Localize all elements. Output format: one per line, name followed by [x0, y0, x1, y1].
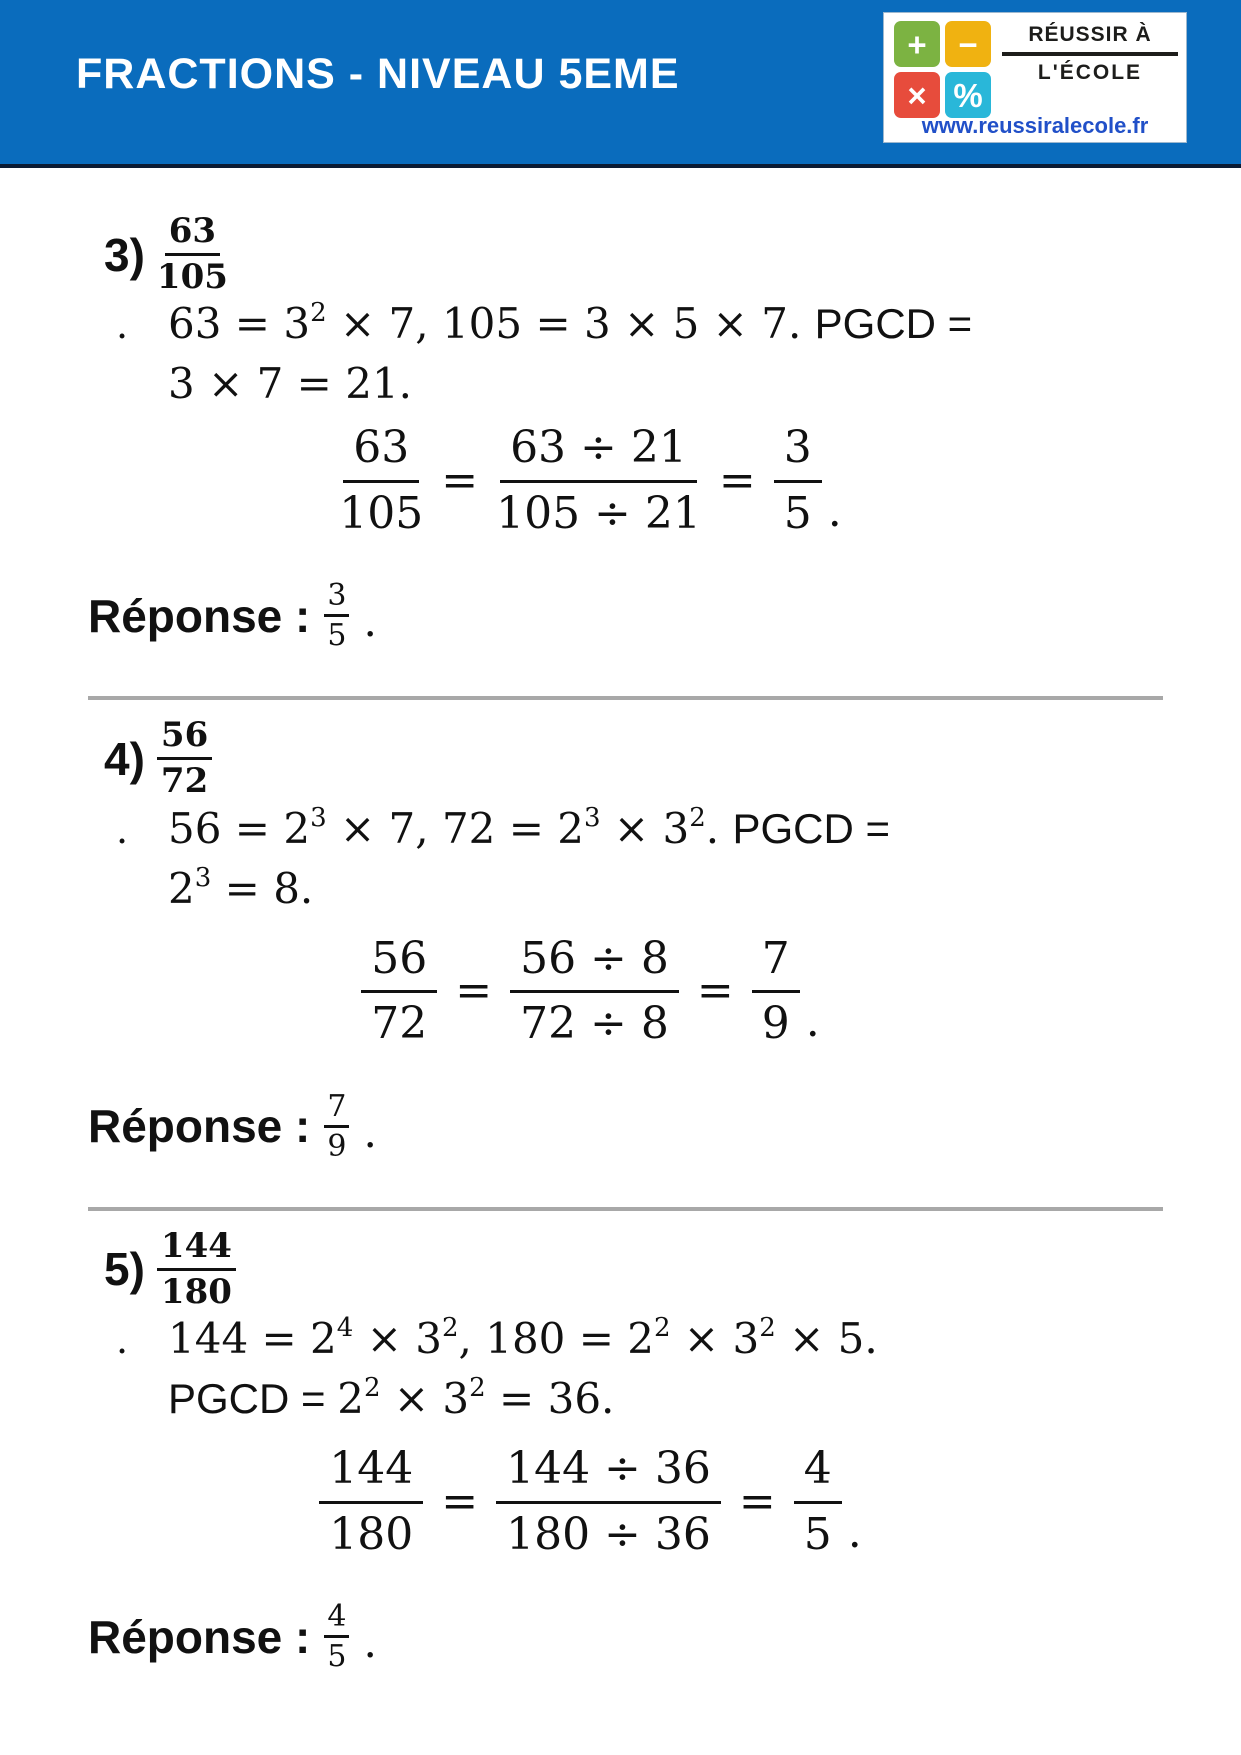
fraction-numerator: 63 [343, 423, 419, 483]
work-line-1 [116, 1312, 1163, 1372]
simplification-equation [88, 423, 1093, 539]
exercise-heading [104, 212, 1163, 297]
answer-fraction [324, 579, 349, 652]
logo-brand-divider [1002, 52, 1178, 56]
factorization-text: $56 = 2^3 \times 7$, $72 = 2^3 \times 3^2$. PGCD = [168, 802, 890, 853]
fraction-numerator: 56 [157, 716, 212, 760]
answer-label: Réponse : [88, 1610, 311, 1663]
logo-brand-line1: RÉUSSIR À [1028, 23, 1152, 46]
list-bullet: . [116, 807, 129, 852]
given-fraction [157, 212, 228, 297]
fraction-numerator: 144 [319, 1444, 423, 1504]
exercise-number: 5) [104, 1243, 145, 1296]
equals-sign: = [696, 965, 734, 1017]
fraction-denominator: 5 [783, 487, 812, 539]
work-line-2 [116, 862, 1163, 922]
fraction-denominator: 180 [160, 1271, 232, 1312]
header-banner [0, 0, 1241, 168]
logo-website-link[interactable]: www.reussiralecole.fr [921, 113, 1149, 138]
answer-label: Réponse : [88, 1100, 311, 1153]
fraction-numerator: 144 ÷ 36 [496, 1444, 721, 1504]
answer-fraction [324, 1600, 349, 1673]
divide-icon: % [945, 72, 991, 118]
exercise-heading [104, 716, 1163, 801]
equals-sign: = [718, 454, 756, 506]
fraction-denominator: 5 [803, 1508, 832, 1560]
simplification-equation [88, 1444, 1093, 1560]
exercise-3 [88, 212, 1163, 652]
factorization-text: $63 = 3^2 \times 7$, 105 = 3 × 5 × 7. PGCD = [168, 298, 973, 349]
sentence-period: . [363, 1107, 377, 1157]
fraction-denominator: 72 ÷ 8 [520, 998, 669, 1050]
times-icon: × [894, 72, 940, 118]
fraction-numerator: 56 ÷ 8 [510, 934, 679, 994]
section-divider [88, 1207, 1163, 1211]
fraction-division-step [496, 423, 701, 539]
exercise-number: 3) [104, 228, 145, 281]
answer-line [88, 1090, 1163, 1163]
exercise-number: 4) [104, 732, 145, 785]
fraction-denominator: 5 [327, 1639, 347, 1675]
list-bullet: . [116, 1317, 129, 1362]
fraction-denominator: 105 ÷ 21 [496, 487, 701, 539]
work-line-1 [116, 297, 1163, 357]
fraction-original [319, 1444, 423, 1560]
fraction-numerator: 56 [361, 934, 437, 994]
fraction-denominator: 180 ÷ 36 [506, 1508, 711, 1560]
logo-operator-tiles [894, 21, 991, 118]
fraction-denominator: 105 [339, 487, 424, 539]
equals-sign: = [441, 1475, 479, 1527]
pgcd-result-text: 3 × 7 = 21. [168, 359, 413, 409]
sentence-period: . [363, 1618, 377, 1668]
fraction-denominator: 72 [160, 761, 209, 802]
fraction-original [361, 934, 437, 1050]
fraction-denominator: 5 [327, 618, 347, 654]
answer-label: Réponse : [88, 589, 311, 642]
work-line-1 [116, 802, 1163, 862]
fraction-denominator: 9 [327, 1128, 347, 1164]
logo-brand-line2: L'ÉCOLE [1037, 61, 1143, 84]
pgcd-result-text: PGCD = $2^2 \times 3^2 = 36$. [168, 1373, 615, 1423]
fraction-numerator: 3 [324, 579, 349, 617]
sentence-period: . [827, 485, 842, 537]
fraction-denominator: 72 [371, 998, 428, 1050]
exercise-heading [104, 1227, 1163, 1312]
exercise-5 [88, 1227, 1163, 1673]
work-line-2 [116, 357, 1163, 411]
given-fraction [157, 1227, 236, 1312]
fraction-numerator: 7 [324, 1090, 349, 1128]
fraction-division-step [496, 1444, 721, 1560]
answer-line [88, 1600, 1163, 1673]
fraction-division-step [510, 934, 679, 1050]
fraction-result [794, 1444, 842, 1560]
equals-sign: = [455, 965, 493, 1017]
pgcd-result-text: $2^3 = 8$. [168, 862, 314, 913]
fraction-numerator: 144 [157, 1227, 236, 1271]
fraction-numerator: 7 [752, 934, 800, 994]
fraction-result [774, 423, 822, 539]
fraction-numerator: 63 ÷ 21 [500, 423, 697, 483]
fraction-result [752, 934, 800, 1050]
fraction-denominator: 180 [329, 1508, 414, 1560]
sentence-period: . [805, 996, 820, 1048]
equals-sign: = [738, 1475, 776, 1527]
minus-icon: − [945, 21, 991, 67]
exercise-4 [88, 716, 1163, 1162]
fraction-denominator: 105 [156, 257, 228, 298]
fraction-numerator: 63 [165, 212, 220, 256]
fraction-numerator: 3 [774, 423, 822, 483]
equals-sign: = [441, 454, 479, 506]
answer-fraction [324, 1090, 349, 1163]
fraction-original [339, 423, 423, 539]
list-bullet: . [116, 303, 129, 348]
logo-brand-text [1000, 23, 1180, 85]
page-title: FRACTIONS - NIVEAU 5EME [76, 50, 680, 98]
fraction-denominator: 9 [761, 998, 790, 1050]
worksheet-content [0, 168, 1241, 1673]
sentence-period: . [363, 597, 377, 647]
given-fraction [157, 716, 212, 801]
simplification-equation [88, 934, 1093, 1050]
factorization-text: $144 = 2^4 \times 3^2$, $180 = 2^2 \times 3^2 \times 5$. [168, 1313, 878, 1363]
work-line-2 [116, 1372, 1163, 1432]
reussir-a-lecole-logo [883, 12, 1187, 143]
sentence-period: . [847, 1506, 862, 1558]
fraction-numerator: 4 [324, 1600, 349, 1638]
plus-icon: + [894, 21, 940, 67]
answer-line [88, 579, 1163, 652]
fraction-numerator: 4 [794, 1444, 842, 1504]
section-divider [88, 696, 1163, 700]
